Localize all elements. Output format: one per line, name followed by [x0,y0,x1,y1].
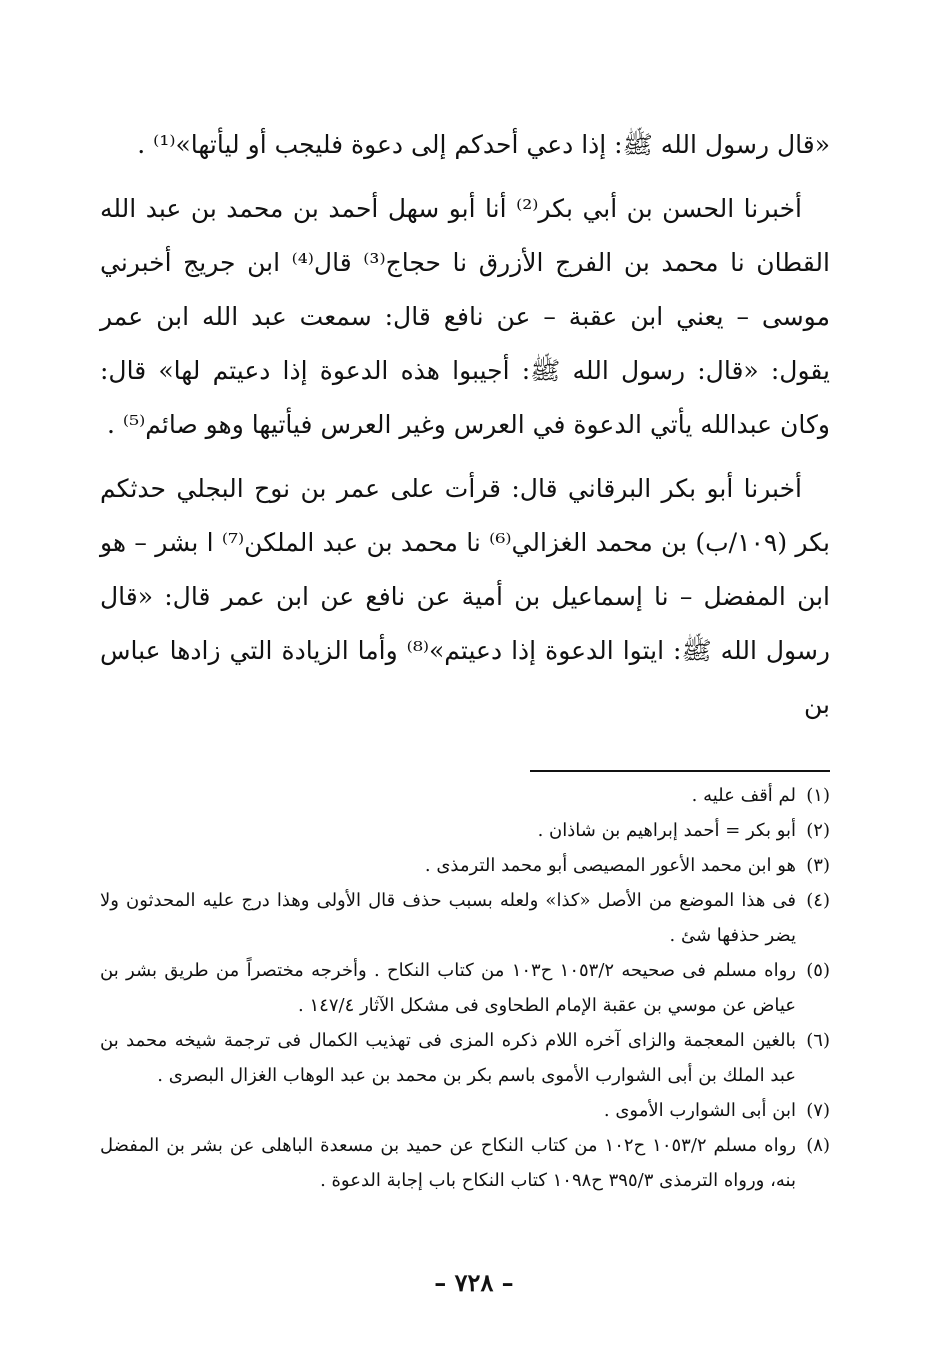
footnote-7 [100,1093,830,1128]
body-paragraph-1: «قال رسول الله ﷺ: إذا دعي أحدكم إلى دعوة فليجب أو ليأتها»⁽¹⁾ . [137,130,830,159]
page-number: – ٧٢٨ – [434,1268,514,1297]
footnote-3 [100,848,830,883]
footnotes-list [100,778,830,1198]
footnote-4 [100,883,830,953]
footnote-1 [100,778,830,813]
footnote-number: (٧) [806,1100,830,1121]
body-paragraph-2: أخبرنا الحسن بن أبي بكر⁽²⁾ أنا أبو سهل أحمد بن محمد بن عبد الله القطان نا محمد بن الفرج الأزرق نا حجاج⁽³⁾ قال⁽⁴⁾ ابن جريج أخبرني موسى – يعني ابن عقبة – عن نافع قال: سمعت عبد الله ابن عمر يقول: «قال: رسول الله ﷺ: أجيبوا هذه الدعوة إذا دعيتم لها» قال: وكان عبدالله يأتي الدعوة في العرس وغير العرس فيأتيها وهو صائم⁽⁵⁾ . [100,194,830,439]
paragraph-gap [100,172,830,182]
footnote-5 [100,953,830,1023]
footnote-text: هو ابن محمد الأعور المصيصى أبو محمد الترمذى . [424,855,796,876]
paragraph-gap [100,452,830,462]
footnote-number: (٥) [806,960,830,981]
page-content [100,118,830,1198]
footnote-number: (٢) [806,820,830,841]
footnote-text: فى هذا الموضع من الأصل «كذا» ولعله بسبب حذف قال الأولى وهذا درج عليه المحدثون ولا يضر حذفها شئ . [100,890,796,946]
footnote-number: (٦) [806,1030,830,1051]
footnote-text: أبو بكر = أحمد إبراهيم بن شاذان . [537,820,796,841]
footnote-number: (٣) [806,855,830,876]
body-paragraph-3: أخبرنا أبو بكر البرقاني قال: قرأت على عمر بن نوح البجلي حدثكم بكر (١٠٩/ب) بن محمد الغزالي⁽⁶⁾ نا محمد بن عبد الملكن⁽⁷⁾ ا بشر – هو ابن المفضل – نا إسماعيل بن أمية عن نافع عن ابن عمر قال: «قال رسول الله ﷺ: ايتوا الدعوة إذا دعيتم»⁽⁸⁾ وأما الزيادة التي زادها عباس بن [100,474,830,719]
footnote-number: (١) [806,785,830,806]
footnote-number: (٤) [806,890,830,911]
footnote-8 [100,1128,830,1198]
footnote-number: (٨) [806,1135,830,1156]
footnote-text: رواه مسلم فى صحيحه ١٠٥٣/٢ ح١٠٣ من كتاب النكاح . وأخرجه مختصراً من طريق بشر بن عياض عن موسي بن عقبة الإمام الطحاوى فى مشكل الآثار ١٤٧/٤ . [100,960,796,1016]
footnote-text: بالغين المعجمة والزاى آخره اللام ذكره المزى فى تهذيب الكمال فى ترجمة شيخه محمد بن عبد الملك بن أبى الشوارب الأموى باسم بكر بن محمد بن عبد الوهاب الغزال البصرى . [100,1030,796,1086]
footnote-text: لم أقف عليه . [691,785,796,806]
footnote-2 [100,813,830,848]
footnote-text: رواه مسلم ١٠٥٣/٢ ح١٠٢ من كتاب النكاح عن حميد بن مسعدة الباهلى عن بشر بن المفضل بنه، ورواه الترمذى ٣٩٥/٣ ح١٠٩٨ كتاب النكاح باب إجابة الدعوة . [100,1135,796,1191]
footnote-separator [530,770,830,772]
footnote-6 [100,1023,830,1093]
footnote-text: ابن أبى الشوارب الأموى . [603,1100,796,1121]
